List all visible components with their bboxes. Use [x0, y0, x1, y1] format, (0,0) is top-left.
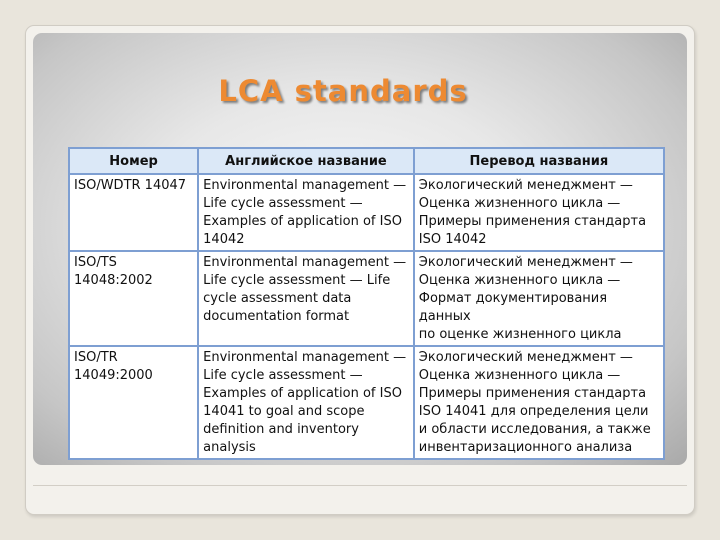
- cell-translation: Экологический менеджмент — Оценка жизненного цикла — Примеры применения стандарта ISO 14042: [414, 174, 664, 251]
- slide-title: LCA standards: [218, 74, 468, 108]
- table-row: [69, 251, 664, 346]
- divider: [33, 485, 687, 486]
- header-english-title: Английское название: [198, 148, 414, 174]
- cell-english-title: Environmental management — Life cycle assessment — Life cycle assessment data documentation format: [198, 251, 414, 346]
- cell-number: ISO/TS 14048:2002: [69, 251, 198, 346]
- table-header-row: [69, 148, 664, 174]
- cell-number: ISO/TR 14049:2000: [69, 346, 198, 459]
- standards-table: [68, 147, 665, 460]
- cell-english-title: Environmental management — Life cycle assessment — Examples of application of ISO 14042: [198, 174, 414, 251]
- table-row: [69, 174, 664, 251]
- table-row: [69, 346, 664, 459]
- header-translation: Перевод названия: [414, 148, 664, 174]
- cell-translation: Экологический менеджмент — Оценка жизненного цикла — Формат документирования данных по оценке жизненного цикла: [414, 251, 664, 346]
- cell-number: ISO/WDTR 14047: [69, 174, 198, 251]
- header-number: Номер: [69, 148, 198, 174]
- cell-translation: Экологический менеджмент — Оценка жизненного цикла — Примеры применения стандарта ISO 14041 для определения цели и области исследования, а также инвентаризационного анализа: [414, 346, 664, 459]
- cell-english-title: Environmental management — Life cycle assessment — Examples of application of ISO 14041 to goal and scope definition and inventory analysis: [198, 346, 414, 459]
